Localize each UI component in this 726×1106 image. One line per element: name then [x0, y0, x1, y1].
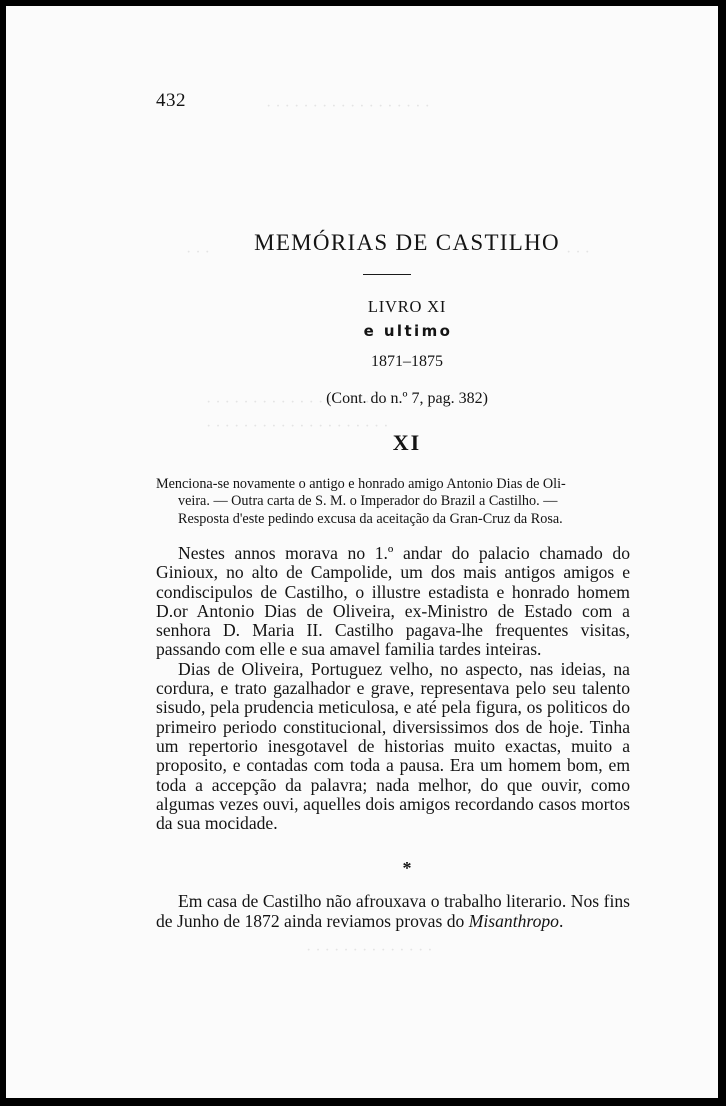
summary-line: veira. — Outra carta de S. M. o Imperador do Brazil a Castilho. —	[178, 493, 558, 510]
bleed-through-text: · · · · · · · · · · · · · ·	[306, 942, 433, 959]
year-range: 1871–1875	[371, 353, 443, 370]
book-subtitle: e ultimo	[363, 322, 453, 340]
bleed-through-text: · · · · · · · · · · · · · · · · · ·	[266, 98, 430, 115]
bleed-through-text: · · · · · · · · · · · · · · · · · · · ·	[206, 418, 389, 435]
closing-text	[156, 892, 630, 931]
body-text	[156, 544, 630, 833]
title-divider	[363, 274, 411, 275]
bleed-through-text: · · ·	[186, 244, 210, 261]
paragraph: Dias de Oliveira, Portuguez velho, no aspecto, nas ideias, na cordura, e trato gazalhador e grave, representava pelo seu talento sisudo, pela prudencia meticulosa, e até pela figura, os politicos do primeiro periodo constitucional, diversissimos dos de hoje. Tinha um repertorio inesgotavel de historias muito exactas, muito a proposito, e contadas com toda a pausa. Era um homem bom, em toda a accepção da palavra; nada melhor, do que ouvir, como algumas vezes ouvi, aquelles dois amigos recordando casos mortos da sua mocidade.	[156, 658, 630, 834]
book-label: LIVRO XI	[367, 297, 447, 316]
chapter-heading: XI	[392, 430, 422, 455]
summary-line: Resposta d'este pedindo excusa da aceitação da Gran-Cruz da Rosa.	[178, 510, 563, 527]
bleed-through-text: · · ·	[566, 244, 590, 261]
closing-text-main: Em casa de Castilho não afrouxava o trabalho literario. Nos fins de Junho de 1872 ainda reviamos provas do	[156, 891, 630, 931]
book-title-italic: Misanthropo	[468, 910, 559, 931]
bleed-through-text: · · · · · · · · · · · · · · · · · · · ·	[206, 394, 389, 411]
summary-line: Menciona-se novamente o antigo e honrado amigo Antonio Dias de Oli-	[156, 476, 566, 492]
chapter-summary	[156, 476, 630, 528]
document-page	[6, 6, 718, 1098]
paragraph	[156, 892, 630, 931]
continuation-note: (Cont. do n.º 7, pag. 382)	[326, 390, 488, 407]
section-separator: *	[402, 858, 412, 878]
page-title: MEMÓRIAS DE CASTILHO	[254, 230, 560, 255]
closing-text-end: .	[558, 910, 564, 931]
page-number: 432	[156, 90, 186, 111]
paragraph: Nestes annos morava no 1.º andar do palacio chamado do Ginioux, no alto de Campolide, um dos mais antigos amigos e condiscipulos de Castilho, o illustre estadista e honrado homem D.or Antonio Dias de Oliveira, ex-Ministro de Estado com a senhora D. Maria II. Castilho pagava-lhe frequentes visitas, passando com elle e sua amavel familia tardes inteiras.	[156, 543, 630, 660]
